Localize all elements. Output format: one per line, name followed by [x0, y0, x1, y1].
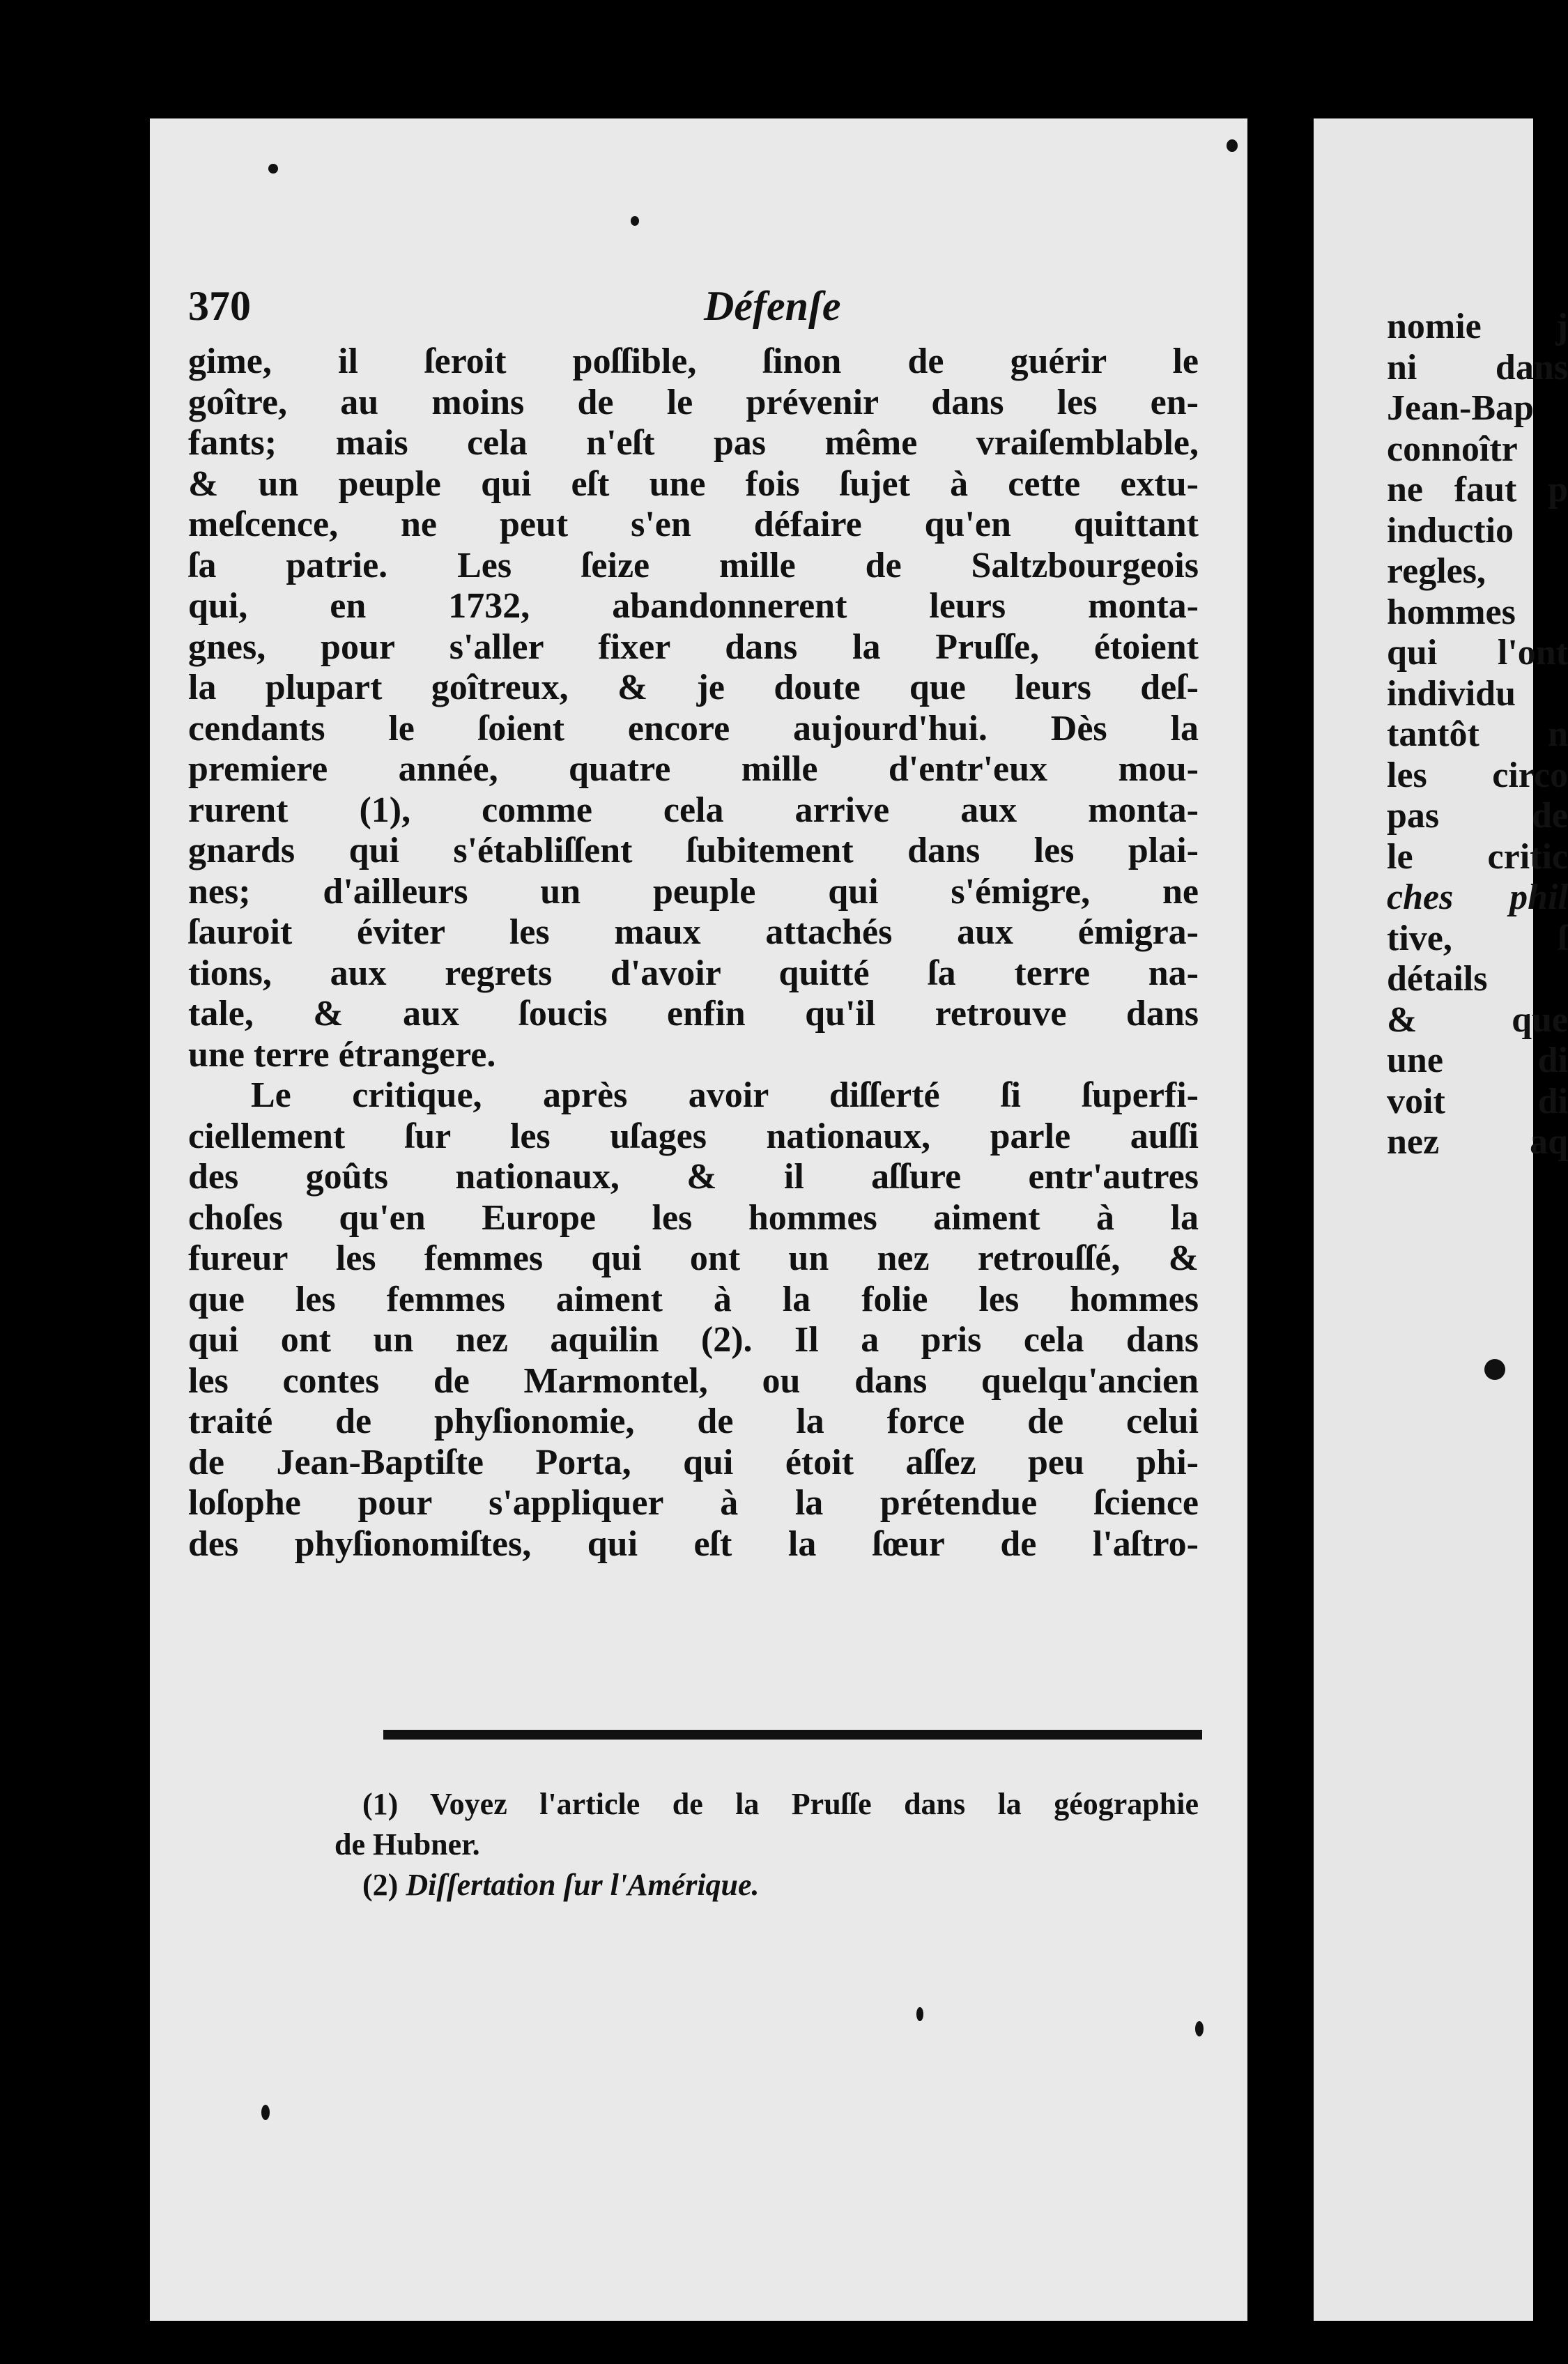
running-title: Défenſe: [704, 283, 841, 329]
text-line: les contes de Marmontel, ou dans quelqu'ancien: [188, 1360, 1199, 1401]
text-line: ciellement ſur les uſages nationaux, parle auſſi: [188, 1116, 1199, 1156]
text-line: connoîtr: [1387, 429, 1518, 469]
text-line: détails: [1387, 959, 1488, 999]
text-line: & que: [1387, 999, 1568, 1040]
text-line: Jean-Bap: [1387, 388, 1534, 428]
text-line: cendants le ſoient encore aujourd'hui. Dès la: [188, 708, 1199, 749]
text-line: choſes qu'en Europe les hommes aiment à la: [188, 1197, 1199, 1238]
text-line: qui l'ont: [1387, 633, 1568, 673]
text-line: le critic: [1387, 836, 1568, 877]
text-line: de Jean-Baptiſte Porta, qui étoit aſſez peu phi-: [188, 1442, 1199, 1482]
text-line: tantôt n: [1387, 714, 1568, 754]
text-line: nez aq: [1387, 1122, 1568, 1162]
text-line: la plupart goîtreux, & je doute que leurs deſ-: [188, 668, 1199, 707]
ink-speck: [268, 164, 278, 174]
text-line: tive, ſ: [1387, 918, 1568, 958]
text-line: traité de phyſionomie, de la force de celui: [188, 1402, 1199, 1441]
text-line: ne faut p: [1387, 470, 1568, 509]
footnote-rule: [383, 1730, 1202, 1740]
footnotes: [335, 1784, 1199, 1905]
text-line: qui ont un nez aquilin (2). Il a pris cela dans: [188, 1320, 1199, 1360]
ink-speck: [631, 216, 639, 226]
ink-speck: [1195, 2021, 1204, 2036]
ink-speck: [261, 2105, 270, 2120]
text-line: pas de: [1387, 796, 1568, 836]
text-line: gime, il ſeroit poſſible, ſinon de guérir le: [188, 341, 1199, 381]
text-line: fants; mais cela n'eſt pas même vraiſemblable,: [188, 423, 1199, 463]
page-header: [188, 282, 1199, 345]
text-line: des goûts nationaux, & il aſſure entr'autres: [188, 1157, 1199, 1197]
text-line: regles,: [1387, 551, 1486, 591]
text-line: goître, au moins de le prévenir dans les en-: [188, 382, 1199, 422]
footnote-1: (1) Voyez l'article de la Pruſſe dans la géographie: [362, 1787, 1199, 1821]
text-line: ches phil: [1387, 877, 1568, 917]
text-line: & un peuple qui eſt une fois ſujet à cette extu-: [188, 463, 1199, 504]
text-line: hommes: [1387, 592, 1516, 632]
ink-speck: [1484, 1359, 1505, 1380]
text-line: fureur les femmes qui ont un nez retrouſſé, &: [188, 1238, 1199, 1278]
text-line: tions, aux regrets d'avoir quitté ſa terre na-: [188, 953, 1199, 993]
text-line: voit di: [1387, 1081, 1568, 1121]
text-line: rurent (1), comme cela arrive aux monta-: [188, 790, 1199, 830]
text-line: tale, & aux ſoucis enfin qu'il retrouve dans: [188, 994, 1199, 1034]
page-gutter: [1247, 0, 1314, 2364]
ink-speck: [1227, 139, 1238, 152]
text-line: des phyſionomiſtes, qui eſt la ſœur de l'aſtro-: [188, 1523, 1199, 1564]
ink-speck: [916, 2007, 923, 2021]
text-line: ni dans: [1387, 347, 1568, 387]
footnote-1-continuation: de Hubner.: [335, 1827, 480, 1862]
text-line: une terre étrangere.: [188, 1034, 496, 1075]
text-line: une di: [1387, 1041, 1568, 1080]
text-line: ſa patrie. Les ſeize mille de Saltzbourgeois: [188, 545, 1199, 585]
footnote-2-title: Diſſertation ſur l'Amérique.: [406, 1868, 760, 1902]
text-line: individu: [1387, 673, 1516, 714]
text-line: gnards qui s'établiſſent ſubitement dans les plai-: [188, 831, 1199, 870]
right-page-text: [1387, 307, 1568, 1163]
text-line: nes; d'ailleurs un peuple qui s'émigre, ne: [188, 871, 1199, 912]
text-line: inductio: [1387, 510, 1514, 551]
text-line: meſcence, ne peut s'en défaire qu'en quittant: [188, 505, 1199, 544]
footnote-2: [362, 1865, 1199, 1905]
text-line: nomie j: [1387, 307, 1568, 346]
text-line: qui, en 1732, abandonnerent leurs monta-: [188, 586, 1199, 626]
text-line: que les femmes aiment à la folie les hommes: [188, 1279, 1199, 1319]
text-line: les circo: [1387, 755, 1568, 795]
body-text: [188, 341, 1199, 1565]
text-line: premiere année, quatre mille d'entr'eux mou-: [188, 749, 1199, 789]
text-line: Le critique, après avoir diſſerté ſi ſuperfi-: [251, 1075, 1199, 1115]
page-number: 370: [188, 283, 251, 329]
text-line: gnes, pour s'aller fixer dans la Pruſſe, étoient: [188, 627, 1199, 667]
footnote-2-marker: (2): [362, 1868, 399, 1902]
text-line: ſauroit éviter les maux attachés aux émigra-: [188, 912, 1199, 952]
text-line: loſophe pour s'appliquer à la prétendue ſcience: [188, 1483, 1199, 1523]
